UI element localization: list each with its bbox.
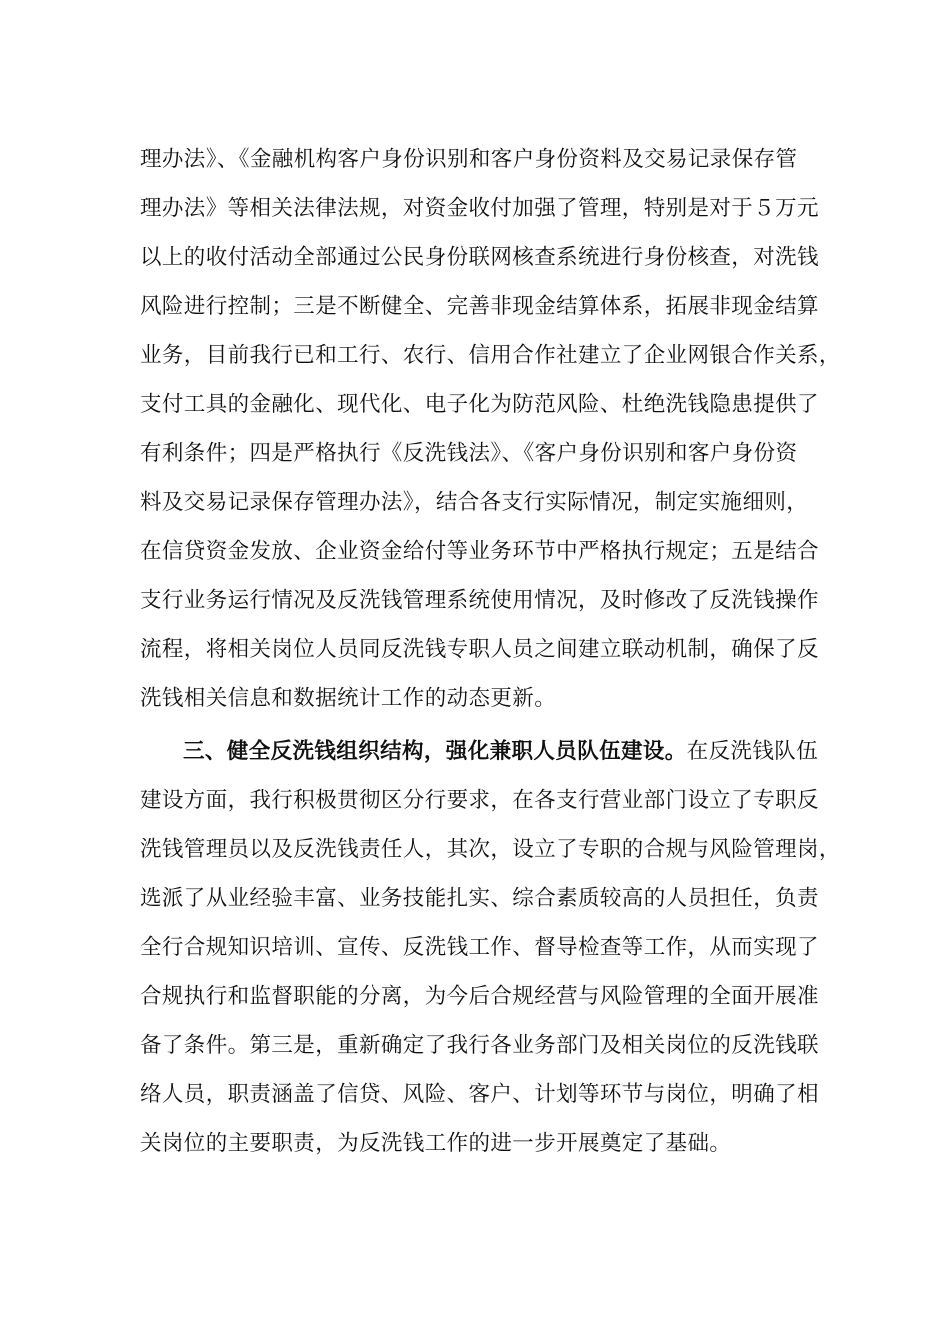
text-line: 理办法》等相关法律法规，对资金收付加强了管理，特别是对于５万元	[140, 196, 819, 221]
text-line: 以上的收付活动全部通过公民身份联网核查系统进行身份核查，对洗钱	[140, 245, 819, 270]
text-line: 有利条件；四是严格执行《反洗钱法》、《客户身份识别和客户身份资	[140, 441, 798, 466]
text-line: 洗钱相关信息和数据统计工作的动态更新。	[140, 686, 557, 711]
text-line: 洗钱管理员以及反洗钱责任人，其次，设立了专职的合规与风险管理岗，	[140, 837, 841, 862]
text-line: 在信贷资金发放、企业资金给付等业务环节中严格执行规定；五是结合	[140, 539, 819, 564]
text-line: 关岗位的主要职责，为反洗钱工作的进一步开展奠定了基础。	[140, 1131, 732, 1156]
section-first-line	[183, 737, 818, 767]
text-line: 建设方面，我行积极贯彻区分行要求，在各支行营业部门设立了专职反	[140, 788, 819, 813]
text-line: 料及交易记录保存管理办法》，结合各支行实际情况，制定实施细则，	[140, 490, 809, 515]
text-line: 备了条件。第三是，重新确定了我行各业务部门及相关岗位的反洗钱联	[140, 1033, 819, 1058]
text-line: 选派了从业经验丰富、业务技能扎实、综合素质较高的人员担任，负责	[140, 886, 819, 911]
section-heading: 三、健全反洗钱组织结构，强化兼职人员队伍建设。	[183, 739, 687, 764]
section-heading-continuation: 在反洗钱队伍	[686, 739, 819, 764]
text-line: 支行业务运行情况及反洗钱管理系统使用情况，及时修改了反洗钱操作	[140, 588, 819, 613]
text-line: 络人员，职责涵盖了信贷、风险、客户、计划等环节与岗位，明确了相	[140, 1082, 819, 1107]
text-line: 合规执行和监督职能的分离，为今后合规经营与风险管理的全面开展准	[140, 984, 819, 1009]
text-line: 支付工具的金融化、现代化、电子化为防范风险、杜绝洗钱隐患提供了	[140, 392, 819, 417]
text-line: 业务，目前我行已和工行、农行、信用合作社建立了企业网银合作关系，	[140, 343, 841, 368]
text-line: 流程，将相关岗位人员同反洗钱专职人员之间建立联动机制，确保了反	[140, 637, 819, 662]
text-line: 全行合规知识培训、宣传、反洗钱工作、督导检查等工作，从而实现了	[140, 935, 819, 960]
text-line: 风险进行控制；三是不断健全、完善非现金结算体系，拓展非现金结算	[140, 294, 819, 319]
text-line: 理办法》、《金融机构客户身份识别和客户身份资料及交易记录保存管	[140, 147, 798, 172]
